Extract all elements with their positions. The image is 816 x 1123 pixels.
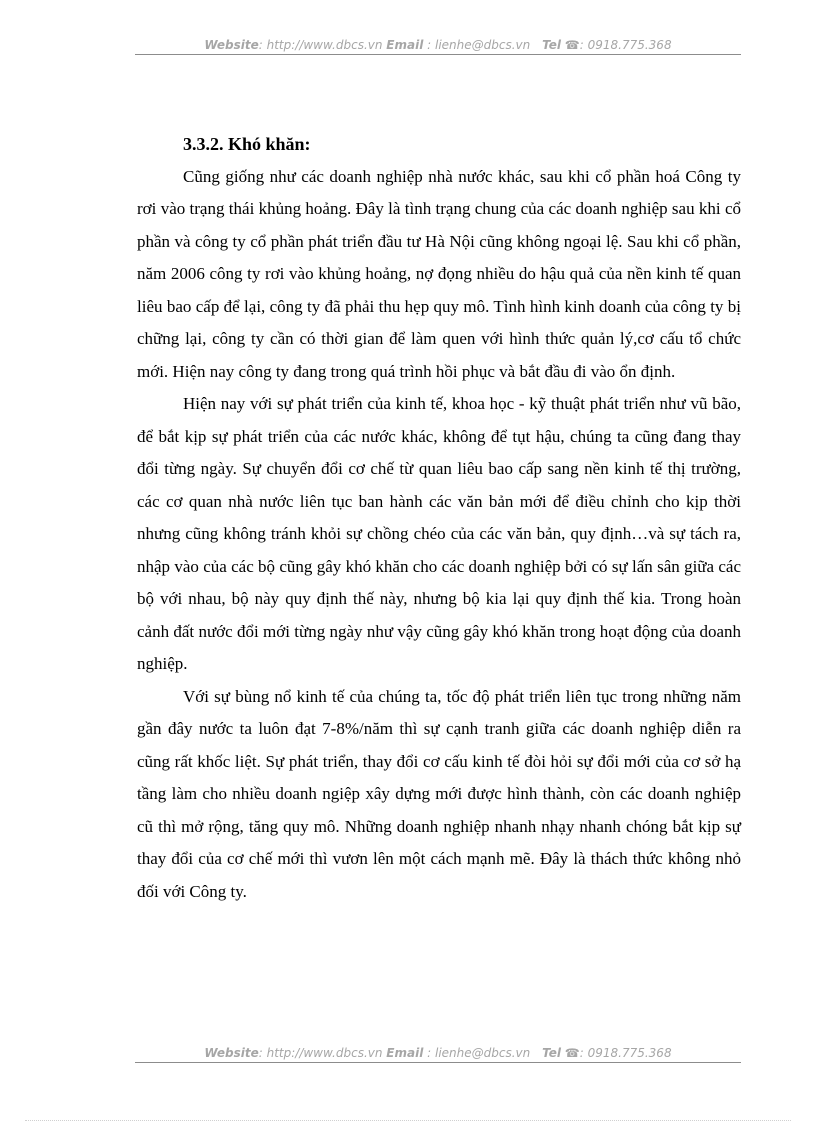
- header-tel-label: Tel: [542, 38, 561, 52]
- paragraph-1: Cũng giống như các doanh nghiệp nhà nước khác, sau khi cổ phần hoá Công ty rơi vào trạng thái khủng hoảng. Đây là tình trạng chung của các doanh nghiệp sau khi cổ phần và công ty cổ phần phát triển đầu tư Hà Nội cũng không ngoại lệ. Sau khi cổ phần, năm 2006 công ty rơi vào khủng hoảng, nợ đọng nhiều do hậu quả của nền kinh tế quan liêu bao cấp để lại, công ty đã phải thu hẹp quy mô. Tình hình kinh doanh của công ty bị chững lại, công ty cần có thời gian để làm quen với hình thức quản lý,cơ cấu tổ chức mới. Hiện nay công ty đang trong quá trình hồi phục và bắt đầu đi vào ổn định.: [137, 166, 741, 381]
- footer-email-link[interactable]: : lienhe@dbcs.vn: [423, 1046, 531, 1060]
- header-email-link[interactable]: : lienhe@dbcs.vn: [423, 38, 531, 52]
- paragraph-2: Hiện nay với sự phát triển của kinh tế, khoa học - kỹ thuật phát triển như vũ bão, để bắt kịp sự phát triển của các nước khác, không để tụt hậu, chúng ta cũng đang thay đổi từng ngày. Sự chuyển đổi cơ chế từ quan liêu bao cấp sang nền kinh tế thị trường, các cơ quan nhà nước liên tục ban hành các văn bản mới để điều chỉnh cho kịp thời nhưng cũng không tránh khỏi sự chồng chéo của các văn bản, quy định…và sự tách ra, nhập vào của các bộ cũng gây khó khăn cho các doanh nghiệp bởi có sự lấn sân giữa các bộ với nhau, bộ này quy định thế này, nhưng bộ kia lại quy định thế kia. Trong hoàn cảnh đất nước đổi mới từng ngày như vậy cũng gây khó khăn trong hoạt động của doanh nghiệp.: [137, 394, 741, 673]
- footer-website-label: Website: [204, 1046, 259, 1060]
- section-heading: 3.3.2. Khó khăn:: [183, 134, 311, 154]
- page-bottom-border: [25, 1120, 791, 1121]
- header-email-label: Email: [386, 38, 424, 52]
- page-footer: [135, 1046, 741, 1063]
- header-website-link[interactable]: : http://www.dbcs.vn: [258, 38, 383, 52]
- document-body: [137, 128, 741, 908]
- header-tel-value: ☎: 0918.775.368: [564, 38, 672, 52]
- footer-tel-label: Tel: [542, 1046, 561, 1060]
- footer-email-label: Email: [386, 1046, 424, 1060]
- header-website-label: Website: [204, 38, 259, 52]
- footer-website-link[interactable]: : http://www.dbcs.vn: [258, 1046, 383, 1060]
- page-header: [135, 38, 741, 55]
- footer-tel-value: ☎: 0918.775.368: [564, 1046, 672, 1060]
- paragraph-3: Với sự bùng nổ kinh tế của chúng ta, tốc độ phát triển liên tục trong những năm gần đây nước ta luôn đạt 7-8%/năm thì sự cạnh tranh giữa các doanh nghiệp diễn ra cũng rất khốc liệt. Sự phát triển, thay đổi cơ cấu kinh tế đòi hỏi sự đổi mới của cơ sở hạ tầng làm cho nhiều doanh ngiệp xây dựng mới được hình thành, còn các doanh nghiệp cũ thì mở rộng, tăng quy mô. Những doanh nghiệp nhanh nhạy nhanh chóng bắt kịp sự thay đổi của cơ chế mới thì vươn lên một cách mạnh mẽ. Đây là thách thức không nhỏ đối với Công ty.: [137, 686, 741, 901]
